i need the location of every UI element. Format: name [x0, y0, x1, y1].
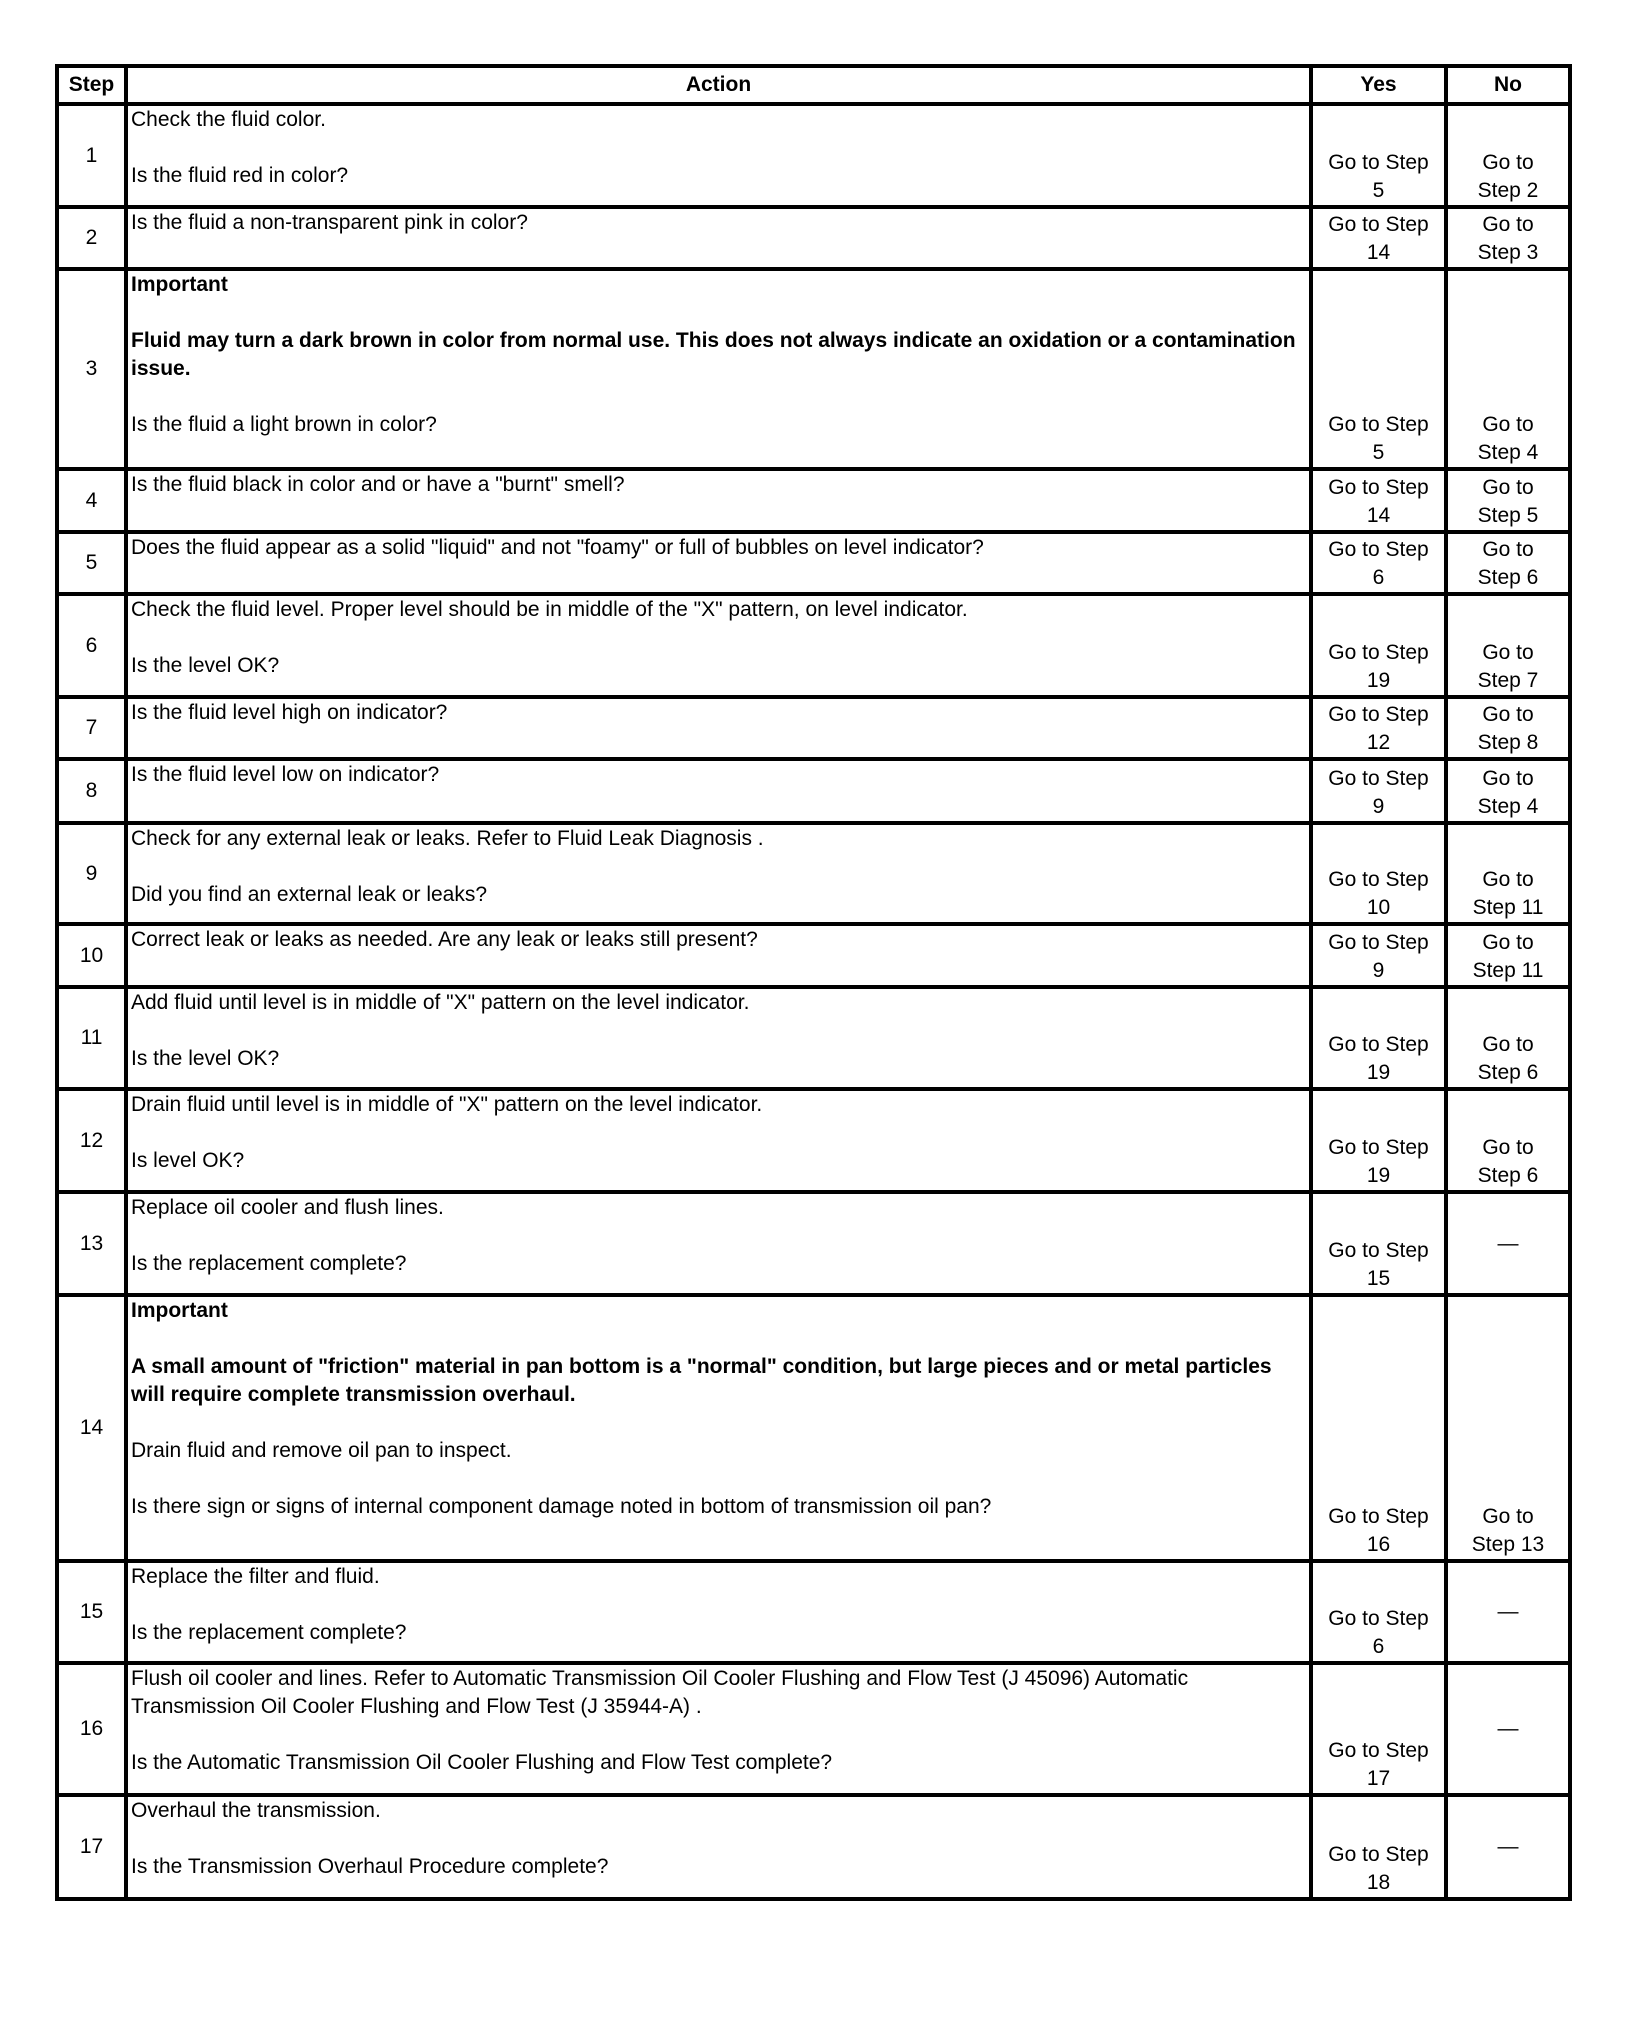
no-goto-text: Go to [1482, 413, 1534, 436]
not-applicable-dash: — [1497, 1835, 1519, 1858]
action-cell [126, 1192, 1311, 1295]
no-goto-text: Go to [1482, 767, 1534, 790]
table-row [57, 1089, 1570, 1192]
no-cell [1446, 823, 1570, 924]
action-cell [126, 207, 1311, 269]
spacer [131, 1591, 1305, 1619]
yes-cell [1311, 1192, 1446, 1295]
yes-cell [1311, 1663, 1446, 1795]
action-text: Overhaul the transmission. [131, 1799, 381, 1822]
action-text: Check the fluid color. [131, 108, 326, 131]
important-text: Fluid may turn a dark brown in color from normal use. This does not always indicate an oxidation or a contamination issue. [131, 329, 1302, 380]
yes-cell [1311, 1561, 1446, 1663]
yes-goto-text: 12 [1366, 731, 1391, 754]
no-cell [1446, 924, 1570, 987]
action-text: Is the replacement complete? [131, 1621, 407, 1644]
action-text: Drain fluid and remove oil pan to inspect. [131, 1439, 512, 1462]
spacer [131, 1017, 1305, 1045]
action-text: Is there sign or signs of internal component damage noted in bottom of transmission oil pan? [131, 1495, 992, 1518]
header-step: Step [57, 66, 126, 104]
yes-cell [1311, 207, 1446, 269]
table-row [57, 104, 1570, 207]
spacer [131, 624, 1305, 652]
header-action: Action [126, 66, 1311, 104]
important-text: Important [131, 1299, 228, 1322]
no-cell [1446, 1295, 1570, 1561]
no-goto-text: Step 6 [1477, 1164, 1539, 1187]
step-number: 10 [57, 924, 126, 987]
spacer [131, 134, 1305, 162]
action-cell [126, 1663, 1311, 1795]
table-row [57, 594, 1570, 697]
no-cell [1446, 987, 1570, 1089]
no-cell [1446, 1795, 1570, 1899]
yes-goto-text: Go to Step [1328, 476, 1429, 499]
yes-goto-text: 9 [1372, 959, 1385, 982]
yes-goto-text: Go to Step [1328, 1136, 1429, 1159]
step-number: 3 [57, 269, 126, 469]
action-text: Is the level OK? [131, 654, 280, 677]
yes-goto-text: 15 [1366, 1267, 1391, 1290]
no-goto-text: Go to [1482, 641, 1534, 664]
table-row [57, 269, 1570, 469]
yes-cell [1311, 987, 1446, 1089]
table-row [57, 924, 1570, 987]
action-text: Flush oil cooler and lines. Refer to Automatic Transmission Oil Cooler Flushing and Flow Test (J 45096) Automatic Transmission Oil Cooler Flushing and Flow Test (J 35944-A) . [131, 1667, 1194, 1718]
spacer [131, 1721, 1305, 1749]
no-goto-text: Step 3 [1477, 241, 1539, 264]
spacer [131, 1119, 1305, 1147]
action-cell [126, 594, 1311, 697]
no-goto-text: Go to [1482, 538, 1534, 561]
action-text: Add fluid until level is in middle of "X" pattern on the level indicator. [131, 991, 750, 1014]
spacer [131, 1325, 1305, 1353]
table-row [57, 987, 1570, 1089]
step-number: 8 [57, 759, 126, 823]
action-cell [126, 1795, 1311, 1899]
yes-goto-text: Go to Step [1328, 538, 1429, 561]
no-goto-text: Step 11 [1472, 896, 1544, 919]
action-text: Is level OK? [131, 1149, 245, 1172]
yes-goto-text: Go to Step [1328, 1505, 1429, 1528]
no-cell [1446, 697, 1570, 759]
no-goto-text: Go to [1482, 868, 1534, 891]
action-cell [126, 469, 1311, 532]
yes-goto-text: 19 [1366, 1164, 1391, 1187]
step-number: 5 [57, 532, 126, 594]
yes-goto-text: 19 [1366, 669, 1391, 692]
no-cell [1446, 469, 1570, 532]
step-number: 2 [57, 207, 126, 269]
yes-goto-text: Go to Step [1328, 641, 1429, 664]
yes-cell [1311, 269, 1446, 469]
yes-cell [1311, 532, 1446, 594]
no-cell [1446, 594, 1570, 697]
yes-goto-text: Go to Step [1328, 413, 1429, 436]
table-row [57, 1795, 1570, 1899]
step-number: 17 [57, 1795, 126, 1899]
action-text: Is the Transmission Overhaul Procedure complete? [131, 1855, 609, 1878]
action-cell [126, 759, 1311, 823]
table-row [57, 1561, 1570, 1663]
no-goto-text: Go to [1482, 931, 1534, 954]
table-row [57, 759, 1570, 823]
no-cell [1446, 207, 1570, 269]
no-cell [1446, 1192, 1570, 1295]
step-number: 9 [57, 823, 126, 924]
step-number: 16 [57, 1663, 126, 1795]
yes-goto-text: Go to Step [1328, 868, 1429, 891]
no-cell [1446, 269, 1570, 469]
yes-goto-text: Go to Step [1328, 1843, 1429, 1866]
table-row [57, 697, 1570, 759]
action-text: Is the fluid a non-transparent pink in color? [131, 211, 528, 234]
action-cell [126, 924, 1311, 987]
yes-goto-text: 9 [1372, 795, 1385, 818]
yes-cell [1311, 1295, 1446, 1561]
action-cell [126, 823, 1311, 924]
no-goto-text: Step 4 [1477, 441, 1539, 464]
action-text: Is the Automatic Transmission Oil Cooler Flushing and Flow Test complete? [131, 1751, 833, 1774]
yes-goto-text: 14 [1366, 241, 1391, 264]
yes-goto-text: Go to Step [1328, 151, 1429, 174]
spacer [131, 1465, 1305, 1493]
no-goto-text: Go to [1482, 151, 1534, 174]
no-cell [1446, 1561, 1570, 1663]
action-text: Replace the filter and fluid. [131, 1565, 380, 1588]
action-cell [126, 987, 1311, 1089]
yes-goto-text: 18 [1366, 1871, 1391, 1894]
step-number: 1 [57, 104, 126, 207]
no-goto-text: Step 7 [1477, 669, 1539, 692]
step-number: 6 [57, 594, 126, 697]
action-text: Correct leak or leaks as needed. Are any leak or leaks still present? [131, 928, 758, 951]
yes-goto-text: 14 [1366, 504, 1391, 527]
action-text: Is the fluid a light brown in color? [131, 413, 437, 436]
table-row [57, 823, 1570, 924]
action-text: Check for any external leak or leaks. Refer to Fluid Leak Diagnosis . [131, 827, 764, 850]
no-cell [1446, 1663, 1570, 1795]
yes-goto-text: 6 [1372, 1635, 1385, 1658]
no-goto-text: Go to [1482, 1505, 1534, 1528]
step-number: 15 [57, 1561, 126, 1663]
yes-goto-text: Go to Step [1328, 1607, 1429, 1630]
no-goto-text: Go to [1482, 703, 1534, 726]
action-cell [126, 269, 1311, 469]
no-goto-text: Step 8 [1477, 731, 1539, 754]
no-goto-text: Go to [1482, 1136, 1534, 1159]
yes-cell [1311, 924, 1446, 987]
action-cell [126, 532, 1311, 594]
action-cell [126, 697, 1311, 759]
diagnostic-table-container [55, 64, 1568, 1901]
no-goto-text: Step 5 [1477, 504, 1539, 527]
yes-cell [1311, 594, 1446, 697]
yes-goto-text: 17 [1366, 1767, 1391, 1790]
no-goto-text: Step 6 [1477, 1061, 1539, 1084]
no-cell [1446, 104, 1570, 207]
step-number: 12 [57, 1089, 126, 1192]
yes-goto-text: Go to Step [1328, 703, 1429, 726]
no-goto-text: Step 13 [1471, 1533, 1545, 1556]
table-row [57, 1192, 1570, 1295]
step-number: 4 [57, 469, 126, 532]
yes-goto-text: 10 [1366, 896, 1391, 919]
no-goto-text: Step 11 [1472, 959, 1544, 982]
not-applicable-dash: — [1497, 1231, 1519, 1255]
no-goto-text: Step 4 [1477, 795, 1539, 818]
no-cell [1446, 1089, 1570, 1192]
yes-goto-text: 5 [1372, 179, 1385, 202]
action-cell [126, 1295, 1311, 1561]
spacer [131, 1409, 1305, 1437]
no-goto-text: Step 6 [1477, 566, 1539, 589]
table-row [57, 532, 1570, 594]
header-row [57, 66, 1570, 104]
table-body [57, 104, 1570, 1899]
action-text: Drain fluid until level is in middle of "X" pattern on the level indicator. [131, 1093, 763, 1116]
no-goto-text: Go to [1482, 1033, 1534, 1056]
diagnostic-table [55, 64, 1572, 1901]
action-text: Is the fluid level low on indicator? [131, 763, 440, 786]
no-cell [1446, 759, 1570, 823]
action-text: Does the fluid appear as a solid "liquid" and not "foamy" or full of bubbles on level indicator? [131, 536, 984, 559]
not-applicable-dash: — [1497, 1717, 1519, 1740]
step-number: 14 [57, 1295, 126, 1561]
action-cell [126, 104, 1311, 207]
action-text: Did you find an external leak or leaks? [131, 883, 488, 906]
no-goto-text: Step 2 [1477, 179, 1539, 202]
yes-cell [1311, 759, 1446, 823]
no-goto-text: Go to [1482, 213, 1534, 236]
yes-goto-text: 19 [1366, 1061, 1391, 1084]
spacer [131, 1825, 1305, 1853]
action-text: Is the replacement complete? [131, 1252, 407, 1275]
step-number: 7 [57, 697, 126, 759]
action-text: Is the fluid level high on indicator? [131, 701, 448, 724]
no-cell [1446, 532, 1570, 594]
spacer [131, 299, 1305, 327]
action-text: Is the fluid black in color and or have a "burnt" smell? [131, 473, 625, 496]
yes-goto-text: Go to Step [1328, 931, 1429, 954]
yes-goto-text: Go to Step [1328, 1033, 1429, 1056]
yes-cell [1311, 104, 1446, 207]
step-number: 11 [57, 987, 126, 1089]
yes-goto-text: 5 [1372, 441, 1385, 464]
step-number: 13 [57, 1192, 126, 1295]
yes-cell [1311, 469, 1446, 532]
spacer [131, 383, 1305, 411]
header-yes: Yes [1311, 66, 1446, 104]
action-cell [126, 1089, 1311, 1192]
yes-goto-text: 6 [1372, 566, 1385, 589]
yes-cell [1311, 823, 1446, 924]
important-text: A small amount of "friction" material in pan bottom is a "normal" condition, but large pieces and or metal particles will require complete transmission overhaul. [131, 1355, 1278, 1406]
not-applicable-dash: — [1497, 1600, 1519, 1623]
no-goto-text: Go to [1482, 476, 1534, 499]
yes-cell [1311, 697, 1446, 759]
yes-goto-text: 16 [1366, 1533, 1391, 1556]
header-no: No [1446, 66, 1570, 104]
spacer [131, 853, 1305, 881]
action-text: Is the level OK? [131, 1047, 280, 1070]
action-text: Is the fluid red in color? [131, 164, 349, 187]
yes-goto-text: Go to Step [1328, 1739, 1429, 1762]
yes-goto-text: Go to Step [1328, 213, 1429, 236]
action-text: Check the fluid level. Proper level should be in middle of the "X" pattern, on level indicator. [131, 598, 968, 621]
action-text: Replace oil cooler and flush lines. [131, 1196, 444, 1219]
table-row [57, 1295, 1570, 1561]
yes-goto-text: Go to Step [1328, 767, 1429, 790]
action-cell [126, 1561, 1311, 1663]
yes-cell [1311, 1795, 1446, 1899]
yes-cell [1311, 1089, 1446, 1192]
table-row [57, 469, 1570, 532]
important-text: Important [131, 273, 228, 296]
yes-goto-text: Go to Step [1328, 1239, 1429, 1262]
table-row [57, 1663, 1570, 1795]
table-row [57, 207, 1570, 269]
spacer [131, 1222, 1305, 1250]
